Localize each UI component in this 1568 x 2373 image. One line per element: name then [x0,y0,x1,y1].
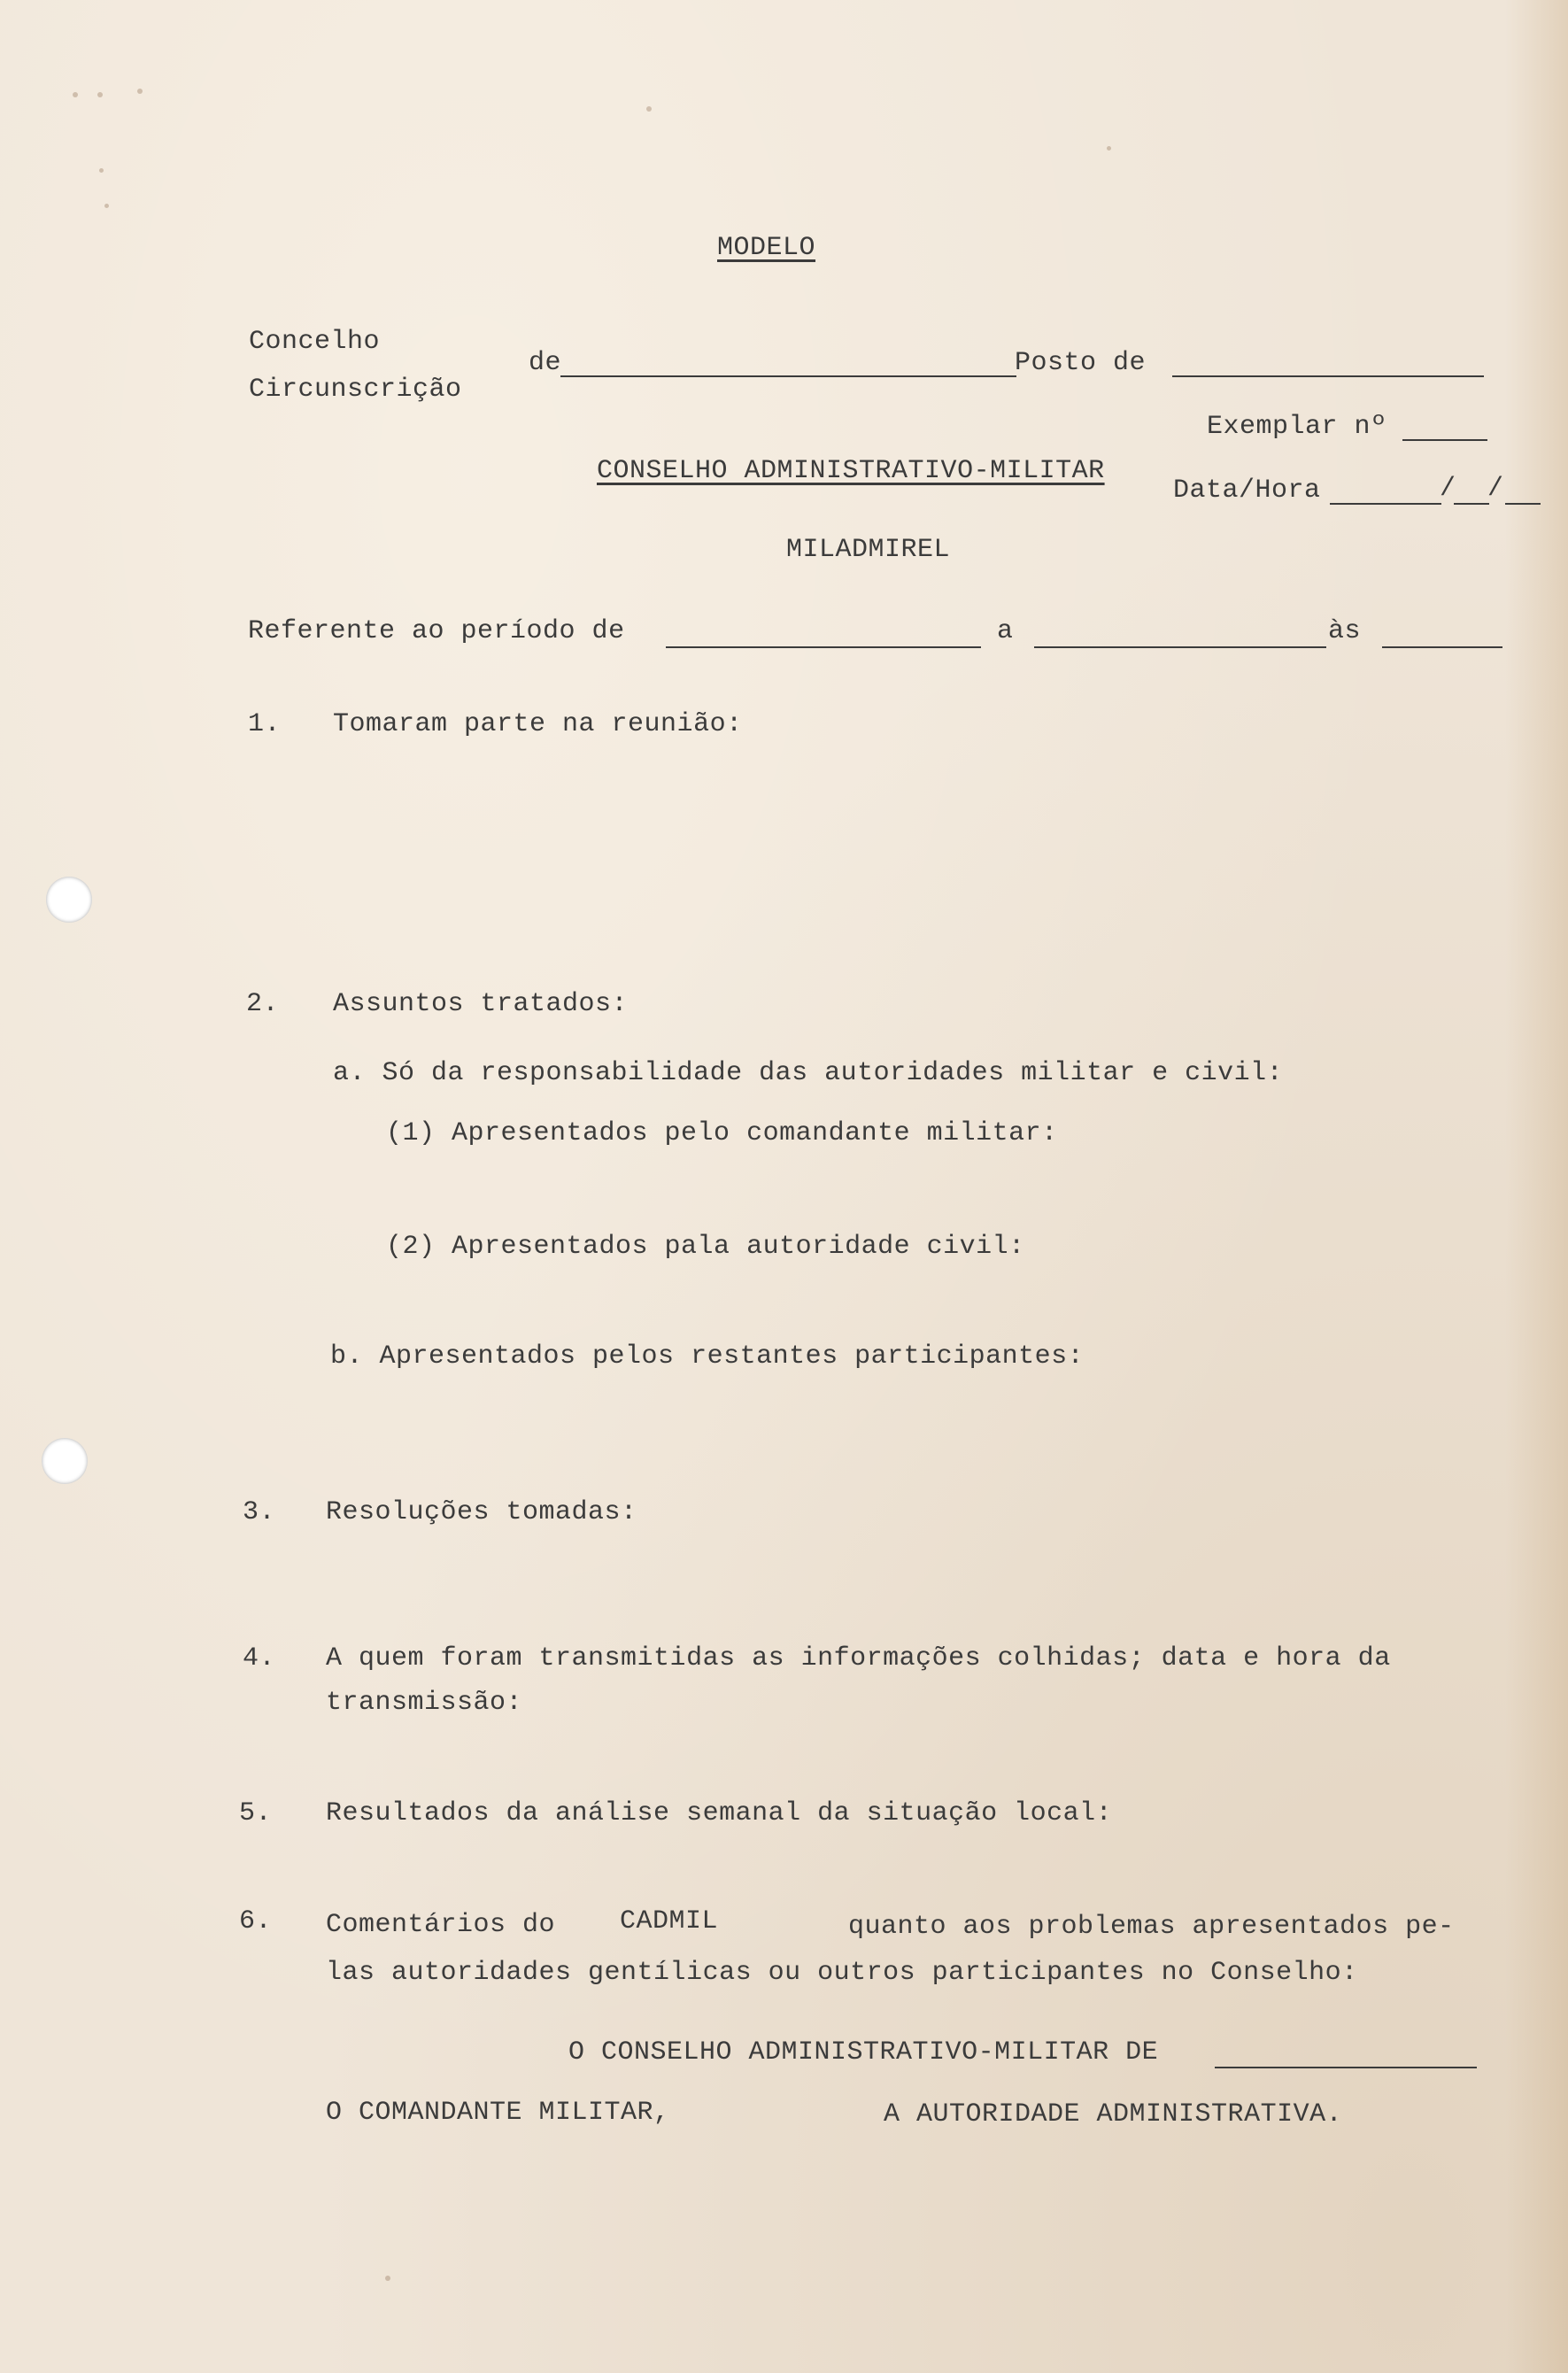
paper-speck [99,168,104,173]
council-of-blank-line[interactable] [1215,2067,1477,2068]
item-2a1-text: (1) Apresentados pelo comandante militar: [386,1118,1058,1148]
item-6-cadmil: CADMIL [620,1906,719,1936]
concelho-blank-line[interactable] [560,375,1016,377]
period-at-label: às [1328,616,1362,646]
concelho-label: Concelho [249,327,381,357]
data-hora-blank-line-3[interactable] [1505,503,1541,505]
data-hora-blank-line-1[interactable] [1330,503,1441,505]
paper-speck [1107,146,1111,151]
period-time-blank-line[interactable] [1382,646,1502,648]
item-2a-text: a. Só da responsabilidade das autoridades militar e civil: [333,1058,1284,1088]
exemplar-blank-line[interactable] [1402,439,1487,441]
council-heading: CONSELHO ADMINISTRATIVO-MILITAR [597,456,1105,486]
paper-speck [73,92,78,97]
commander-signature-label: O COMANDANTE MILITAR, [326,2098,670,2128]
circunscricao-label: Circunscrição [249,375,462,405]
item-1-text: Tomaram parte na reunião: [333,709,743,739]
period-start-blank-line[interactable] [666,646,981,648]
item-5-text: Resultados da análise semanal da situação local: [326,1798,1113,1828]
punch-hole-top [46,877,92,923]
item-3-text: Resoluções tomadas: [326,1497,637,1527]
item-5-number: 5. [239,1798,273,1828]
item-2b-text: b. Apresentados pelos restantes participantes: [330,1341,1085,1372]
period-label: Referente ao período de [248,616,625,646]
paper-speck [137,89,143,94]
paper-speck [646,106,652,112]
item-6-text-start: Comentários do [326,1910,556,1940]
item-1-number: 1. [248,709,282,739]
item-6-continuation: las autoridades gentílicas ou outros participantes no Conselho: [326,1958,1358,1988]
item-2a2-text: (2) Apresentados pala autoridade civil: [386,1232,1025,1262]
form-title: MODELO [717,233,816,263]
item-4-continuation: transmissão: [326,1688,523,1718]
data-hora-label: Data/Hora [1173,475,1321,506]
form-code: MILADMIREL [786,535,951,565]
paper-speck [97,92,103,97]
council-of-label: O CONSELHO ADMINISTRATIVO-MILITAR DE [568,2037,1159,2068]
item-2-text: Assuntos tratados: [333,989,629,1019]
paper-speck [104,204,109,208]
date-separator-2: / [1487,474,1504,504]
authority-signature-label: A AUTORIDADE ADMINISTRATIVA. [884,2099,1343,2130]
item-4-text: A quem foram transmitidas as informações colhidas; data e hora da [326,1643,1391,1673]
item-2-number: 2. [246,989,280,1019]
item-6-number: 6. [239,1906,273,1936]
de-label: de [529,348,562,378]
posto-blank-line[interactable] [1172,375,1484,377]
exemplar-label: Exemplar nº [1207,412,1387,442]
item-3-number: 3. [243,1497,276,1527]
item-6-text-end: quanto aos problemas apresentados pe- [848,1912,1455,1942]
item-4-number: 4. [243,1643,276,1673]
punch-hole-bottom [42,1438,88,1484]
paper-speck [385,2276,390,2281]
posto-de-label: Posto de [1015,348,1147,378]
date-separator-1: / [1440,474,1456,504]
data-hora-blank-line-2[interactable] [1454,503,1489,505]
period-end-blank-line[interactable] [1034,646,1326,648]
period-to-label: a [997,616,1014,646]
